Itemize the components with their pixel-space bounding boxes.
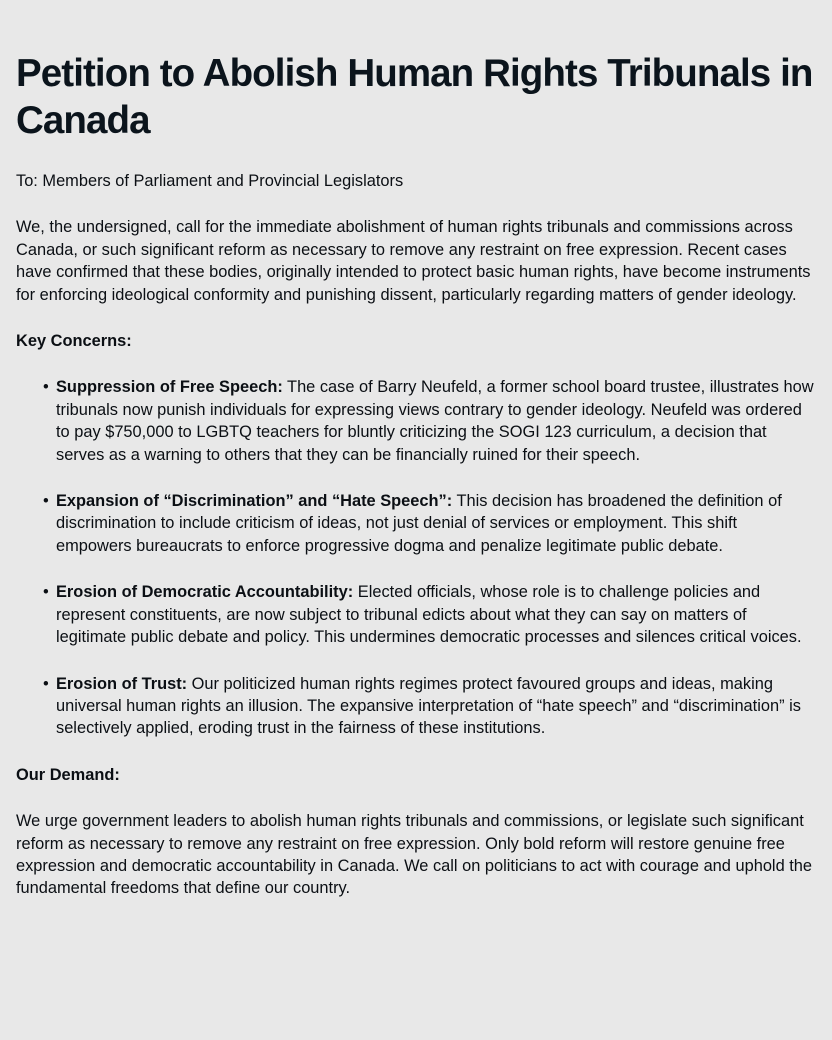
bullet-icon: • bbox=[43, 492, 49, 511]
bullet-icon: • bbox=[43, 378, 49, 397]
concern-title: Erosion of Democratic Accountability: bbox=[56, 583, 354, 602]
concern-title: Expansion of “Discrimination” and “Hate Speech”: bbox=[56, 492, 453, 511]
concern-text: This decision has broadened the definition of discrimination to include criticism of ideas, not just denial of services or employment. This shift empowers bureaucrats to enforce progressive dogma and penalize legitimate public debate. bbox=[56, 492, 782, 555]
bullet-icon: • bbox=[43, 583, 49, 602]
concern-title: Erosion of Trust: bbox=[56, 674, 188, 693]
page-title: Petition to Abolish Human Rights Tribunals in Canada bbox=[16, 52, 813, 142]
concern-item-expansion bbox=[43, 490, 816, 557]
our-demand-heading: Our Demand: bbox=[16, 765, 120, 784]
bullet-icon: • bbox=[43, 674, 49, 693]
concern-text: Elected officials, whose role is to challenge policies and represent constituents, are now subject to tribunal edicts about what they can say on matters of legitimate public debate and policy. This undermines democratic processes and silences critical voices. bbox=[56, 583, 802, 647]
concern-item-accountability bbox=[43, 581, 816, 648]
concern-text: Our politicized human rights regimes protect favoured groups and ideas, making universal human rights an illusion. The expansive interpretation of “hate speech” and “discrimination” is selectively applied, eroding trust in the fairness of these institutions. bbox=[56, 674, 801, 738]
concern-title: Suppression of Free Speech: bbox=[56, 378, 283, 397]
concern-item-free-speech bbox=[43, 376, 816, 466]
concerns-list bbox=[16, 376, 816, 739]
petition-document bbox=[0, 50, 832, 900]
key-concerns-heading: Key Concerns: bbox=[16, 332, 132, 351]
demand-paragraph: We urge government leaders to abolish human rights tribunals and commissions, or legislate such significant reform as necessary to remove any restraint on free expression. Only bold reform will restore genuine free expression and democratic accountability in Canada. We call on politicians to act with courage and uphold the fundamental freedoms that define our country. bbox=[16, 812, 813, 898]
recipient-line: To: Members of Parliament and Provincial Legislators bbox=[16, 172, 404, 190]
intro-paragraph: We, the undersigned, call for the immediate abolishment of human rights tribunals and commissions across Canada, or such significant reform as necessary to remove any restraint on free expression. Recent cases have confirmed that these bodies, originally intended to protect basic human rights, have become instruments for enforcing ideological conformity and punishing dissent, particularly regarding matters of gender ideology. bbox=[16, 218, 811, 304]
concern-text: The case of Barry Neufeld, a former school board trustee, illustrates how tribunals now punish individuals for expressing views contrary to gender ideology. Neufeld was ordered to pay $750,000 to LGBTQ teachers for bluntly criticizing the SOGI 123 curriculum, a decision that serves as a warning to others that they can be financially ruined for their speech. bbox=[56, 378, 814, 464]
concern-item-trust bbox=[43, 673, 816, 740]
